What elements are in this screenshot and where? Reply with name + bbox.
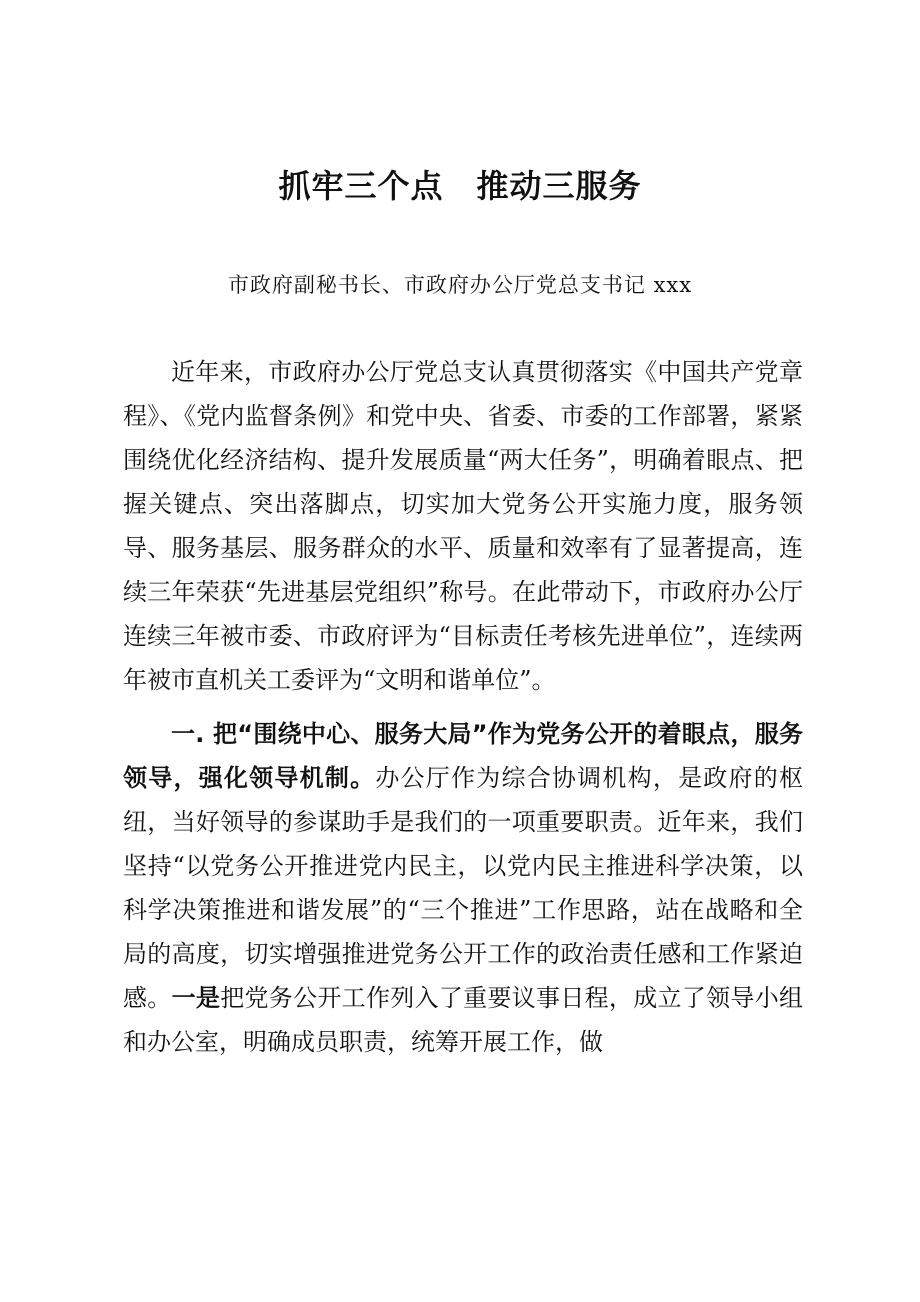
section-one-text-b: 把党务公开工作列入了重要议事日程，成立了领导小组和办公室，明确成员职责，统筹开展工作，做 bbox=[123, 984, 804, 1056]
section-one-paragraph bbox=[123, 712, 803, 1064]
document-title: 抓牢三个点 推动三服务 bbox=[278, 167, 642, 205]
body-text bbox=[123, 350, 803, 1064]
section-one-emphasis: 一是 bbox=[171, 984, 221, 1012]
section-one-heading: 一. 把“围绕中心、服务大局”作为党务公开的着眼点，服务领导，强化领导机制。 bbox=[123, 720, 803, 792]
section-one-text-a: 办公厅作为综合协调机构，是政府的枢纽，当好领导的参谋助手是我们的一项重要职责。近年来，我们坚持“以党务公开推进党内民主，以党内民主推进科学决策，以科学决策推进和谐发展”的“三个推进”工作思路，站在战略和全局的高度，切实增强推进党务公开工作的政治责任感和工作紧迫感。 bbox=[123, 764, 804, 1012]
intro-paragraph: 近年来，市政府办公厅党总支认真贯彻落实《中国共产党章程》、《党内监督条例》和党中央、省委、市委的工作部署，紧紧围绕优化经济结构、提升发展质量“两大任务”，明确着眼点、把握关键点、突出落脚点，切实加大党务公开实施力度，服务领导、服务基层、服务群众的水平、质量和效率有了显著提高，连续三年荣获“先进基层党组织”称号。在此带动下，市政府办公厅连续三年被市委、市政府评为“目标责任考核先进单位”，连续两年被市直机关工委评为“文明和谐单位”。 bbox=[123, 358, 803, 694]
author-byline: 市政府副秘书长、市政府办公厅党总支书记 xxx bbox=[227, 273, 693, 297]
